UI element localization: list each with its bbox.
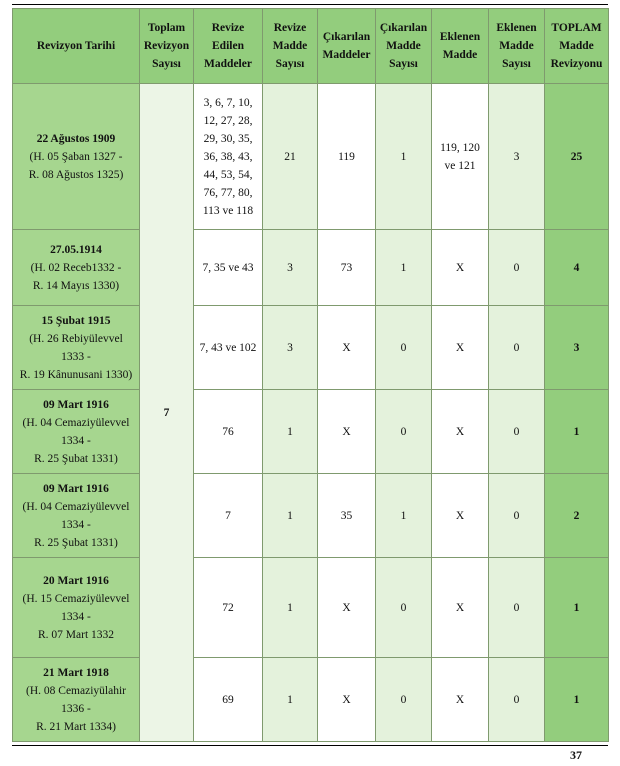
revised-line: 69 bbox=[222, 693, 234, 706]
date-line: 1333 - bbox=[61, 350, 91, 363]
date-cell bbox=[13, 306, 140, 390]
added-count-cell: 0 bbox=[489, 658, 545, 742]
top-rule bbox=[12, 4, 608, 5]
row-total-cell: 3 bbox=[545, 306, 609, 390]
revised-line: 36, 38, 43, bbox=[203, 150, 253, 163]
header-removed: Çıkarılan Maddeler bbox=[318, 9, 376, 84]
revision-table bbox=[12, 8, 609, 742]
date-line: (H. 26 Rebiyülevvel bbox=[29, 332, 123, 345]
date-line: R. 19 Kânunusani 1330) bbox=[19, 368, 133, 381]
added-count-cell: 0 bbox=[489, 558, 545, 658]
date-cell bbox=[13, 558, 140, 658]
removed-cell: X bbox=[318, 390, 376, 474]
table-row bbox=[13, 474, 609, 558]
date-main: 09 Mart 1916 bbox=[43, 398, 109, 411]
revised-articles-cell bbox=[194, 390, 263, 474]
removed-cell: 35 bbox=[318, 474, 376, 558]
row-total-cell: 1 bbox=[545, 390, 609, 474]
row-total-cell: 2 bbox=[545, 474, 609, 558]
date-line: R. 08 Ağustos 1325) bbox=[28, 168, 124, 181]
revised-line: 76, 77, 80, bbox=[203, 186, 253, 199]
removed-count-cell: 1 bbox=[376, 474, 432, 558]
added-line: X bbox=[455, 601, 465, 614]
table-row bbox=[13, 230, 609, 306]
table-row bbox=[13, 390, 609, 474]
date-main: 20 Mart 1916 bbox=[43, 574, 109, 587]
row-total-cell: 1 bbox=[545, 658, 609, 742]
added-cell bbox=[432, 558, 489, 658]
date-main: 21 Mart 1918 bbox=[43, 666, 109, 679]
added-line: 119, 120 bbox=[440, 141, 480, 154]
date-cell bbox=[13, 230, 140, 306]
date-cell bbox=[13, 390, 140, 474]
row-total-cell: 4 bbox=[545, 230, 609, 306]
removed-count-cell: 0 bbox=[376, 390, 432, 474]
date-line: (H. 02 Receb1332 - bbox=[30, 261, 122, 274]
revised-line: 44, 53, 54, bbox=[203, 168, 253, 181]
header-added-count: Eklenen Madde Sayısı bbox=[489, 9, 545, 84]
revised-line: 72 bbox=[222, 601, 234, 614]
date-main: 22 Ağustos 1909 bbox=[36, 132, 116, 145]
date-line: (H. 04 Cemaziyülevvel bbox=[22, 500, 130, 513]
revised-count-cell: 3 bbox=[263, 230, 318, 306]
date-main: 15 Şubat 1915 bbox=[41, 314, 111, 327]
added-cell bbox=[432, 390, 489, 474]
removed-count-cell: 0 bbox=[376, 658, 432, 742]
date-line: R. 25 Şubat 1331) bbox=[34, 452, 118, 465]
revised-line: 3, 6, 7, 10, bbox=[203, 96, 253, 109]
revised-count-cell: 1 bbox=[263, 558, 318, 658]
header-added: Eklenen Madde bbox=[432, 9, 489, 84]
header-revised-count: Revize Madde Sayısı bbox=[263, 9, 318, 84]
date-line: R. 07 Mart 1332 bbox=[37, 628, 115, 641]
removed-count-cell: 0 bbox=[376, 558, 432, 658]
revised-articles-cell bbox=[194, 558, 263, 658]
added-cell bbox=[432, 306, 489, 390]
date-cell bbox=[13, 84, 140, 230]
removed-cell: 119 bbox=[318, 84, 376, 230]
revised-count-cell: 21 bbox=[263, 84, 318, 230]
page-number: 37 bbox=[570, 748, 582, 762]
removed-cell: X bbox=[318, 558, 376, 658]
removed-cell: X bbox=[318, 306, 376, 390]
added-cell bbox=[432, 658, 489, 742]
removed-count-cell: 0 bbox=[376, 306, 432, 390]
revised-line: 29, 30, 35, bbox=[203, 132, 253, 145]
date-line: (H. 15 Cemaziyülevvel bbox=[22, 592, 130, 605]
revised-count-cell: 1 bbox=[263, 474, 318, 558]
table-row bbox=[13, 658, 609, 742]
date-cell bbox=[13, 658, 140, 742]
row-total-cell: 1 bbox=[545, 558, 609, 658]
total-revisions-cell: 7 bbox=[140, 84, 194, 742]
added-count-cell: 0 bbox=[489, 390, 545, 474]
revised-count-cell: 3 bbox=[263, 306, 318, 390]
header-revised: Revize Edilen Maddeler bbox=[194, 9, 263, 84]
removed-cell: 73 bbox=[318, 230, 376, 306]
table-row bbox=[13, 84, 609, 230]
added-count-cell: 0 bbox=[489, 474, 545, 558]
revised-articles-cell bbox=[194, 306, 263, 390]
date-line: R. 14 Mayıs 1330) bbox=[32, 279, 120, 292]
revised-line: 113 ve 118 bbox=[202, 204, 254, 217]
revised-line: 7, 43 ve 102 bbox=[199, 341, 257, 354]
revised-count-cell: 1 bbox=[263, 390, 318, 474]
bottom-rule bbox=[12, 745, 608, 746]
added-line: X bbox=[455, 693, 465, 706]
header-removed-count: Çıkarılan Madde Sayısı bbox=[376, 9, 432, 84]
revised-articles-cell bbox=[194, 84, 263, 230]
revised-line: 12, 27, 28, bbox=[203, 114, 253, 127]
date-line: 1334 - bbox=[61, 610, 91, 623]
added-line: X bbox=[455, 425, 465, 438]
added-line: X bbox=[455, 261, 465, 274]
revised-articles-cell bbox=[194, 474, 263, 558]
table-row bbox=[13, 306, 609, 390]
added-line: X bbox=[455, 341, 465, 354]
added-count-cell: 0 bbox=[489, 306, 545, 390]
date-line: (H. 05 Şaban 1327 - bbox=[29, 150, 123, 163]
date-main: 27.05.1914 bbox=[50, 243, 102, 256]
added-cell bbox=[432, 84, 489, 230]
revised-articles-cell bbox=[194, 230, 263, 306]
date-line: 1334 - bbox=[61, 434, 91, 447]
added-cell bbox=[432, 474, 489, 558]
date-line: 1336 - bbox=[61, 702, 91, 715]
date-cell bbox=[13, 474, 140, 558]
added-count-cell: 0 bbox=[489, 230, 545, 306]
date-main: 09 Mart 1916 bbox=[43, 482, 109, 495]
removed-count-cell: 1 bbox=[376, 230, 432, 306]
table-row bbox=[13, 558, 609, 658]
date-line: R. 21 Mart 1334) bbox=[36, 720, 116, 733]
added-line: X bbox=[455, 509, 465, 522]
added-line: ve 121 bbox=[444, 159, 476, 172]
revised-articles-cell bbox=[194, 658, 263, 742]
added-cell bbox=[432, 230, 489, 306]
header-date: Revizyon Tarihi bbox=[13, 9, 140, 84]
revised-line: 76 bbox=[222, 425, 234, 438]
header-total: TOPLAM Madde Revizyonu bbox=[545, 9, 609, 84]
date-line: (H. 08 Cemaziyülahir bbox=[26, 684, 126, 697]
date-line: R. 25 Şubat 1331) bbox=[34, 536, 118, 549]
header-total-count: Toplam Revizyon Sayısı bbox=[140, 9, 194, 84]
row-total-cell: 25 bbox=[545, 84, 609, 230]
revised-count-cell: 1 bbox=[263, 658, 318, 742]
removed-cell: X bbox=[318, 658, 376, 742]
header-row bbox=[13, 9, 609, 84]
date-line: 1334 - bbox=[61, 518, 91, 531]
revised-line: 7 bbox=[225, 509, 231, 522]
revised-line: 7, 35 ve 43 bbox=[202, 261, 254, 274]
date-line: (H. 04 Cemaziyülevvel bbox=[22, 416, 130, 429]
added-count-cell: 3 bbox=[489, 84, 545, 230]
removed-count-cell: 1 bbox=[376, 84, 432, 230]
